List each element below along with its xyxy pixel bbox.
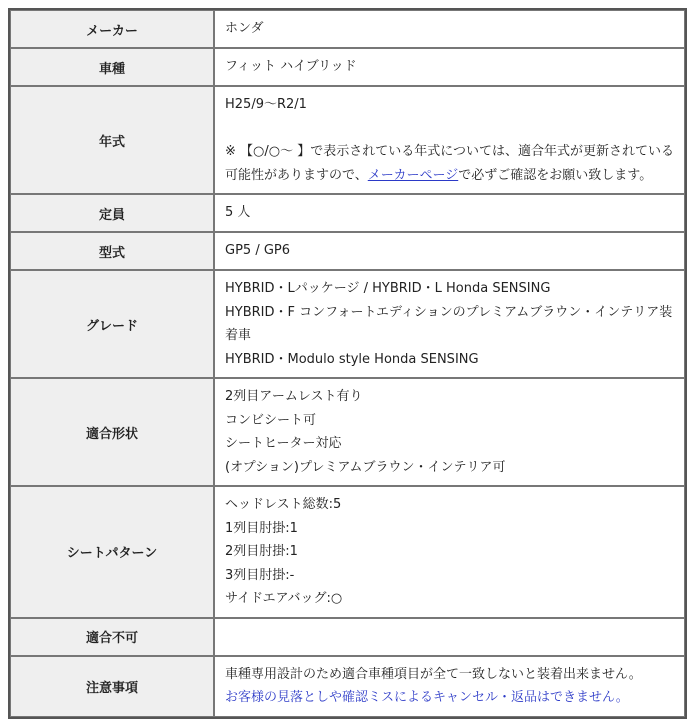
notes-cell bbox=[214, 656, 685, 717]
year-note-prefix: ※ 【○/○～ 】で表示されている年式については、適合年式が更新されている可能性がありますので、 bbox=[225, 144, 674, 183]
incompatible-label: 適合不可 bbox=[10, 618, 214, 656]
seat-pattern-line: 2列目肘掛:1 bbox=[225, 544, 298, 559]
capacity-value: 5 人 bbox=[214, 194, 685, 232]
notes-warning-line: お客様の見落としや確認ミスによるキャンセル・返品はできません。 bbox=[225, 690, 629, 705]
year-value: H25/9～R2/1 bbox=[225, 97, 307, 112]
shape-line: シートヒーター対応 bbox=[225, 436, 342, 451]
incompatible-value bbox=[214, 618, 685, 656]
shape-cell bbox=[214, 378, 685, 486]
year-cell bbox=[214, 86, 685, 194]
row-grade bbox=[10, 270, 685, 378]
grade-cell bbox=[214, 270, 685, 378]
year-note-suffix: で必ずご確認をお願い致します。 bbox=[458, 167, 653, 183]
seat-pattern-line: ヘッドレスト総数:5 bbox=[225, 497, 342, 512]
row-capacity bbox=[10, 194, 685, 232]
row-type bbox=[10, 232, 685, 270]
grade-line: HYBRID・F コンフォートエディションのプレミアムブラウン・インテリア装着車 bbox=[225, 304, 673, 343]
maker-value: ホンダ bbox=[214, 10, 685, 48]
shape-label: 適合形状 bbox=[10, 378, 214, 486]
seat-pattern-line: 3列目肘掛:- bbox=[225, 567, 295, 583]
shape-line: 2列目アームレスト有り bbox=[225, 389, 363, 404]
grade-label: グレード bbox=[10, 270, 214, 378]
seat-pattern-cell bbox=[214, 486, 685, 618]
model-value: フィット ハイブリッド bbox=[214, 48, 685, 86]
seat-pattern-line: サイドエアバッグ:○ bbox=[225, 591, 343, 606]
type-value: GP5 / GP6 bbox=[214, 232, 685, 270]
notes-line: 車種専用設計のため適合車種項目が全て一致しないと装着出来ません。 bbox=[225, 666, 642, 682]
shape-line: コンビシート可 bbox=[225, 412, 317, 428]
shape-line: (オプション)プレミアムブラウン・インテリア可 bbox=[225, 459, 506, 475]
model-label: 車種 bbox=[10, 48, 214, 86]
row-year bbox=[10, 86, 685, 194]
vehicle-spec-table bbox=[8, 8, 687, 719]
year-spacer bbox=[225, 117, 676, 141]
maker-label: メーカー bbox=[10, 10, 214, 48]
row-maker bbox=[10, 10, 685, 48]
row-seat-pattern bbox=[10, 486, 685, 618]
year-label: 年式 bbox=[10, 86, 214, 194]
row-notes bbox=[10, 656, 685, 717]
grade-line: HYBRID・Lパッケージ / HYBRID・L Honda SENSING bbox=[225, 281, 551, 296]
maker-page-link[interactable]: メーカーページ bbox=[367, 167, 459, 183]
grade-line: HYBRID・Modulo style Honda SENSING bbox=[225, 351, 479, 367]
type-label: 型式 bbox=[10, 232, 214, 270]
row-model bbox=[10, 48, 685, 86]
notes-label: 注意事項 bbox=[10, 656, 214, 717]
seat-pattern-label: シートパターン bbox=[10, 486, 214, 618]
row-incompatible bbox=[10, 618, 685, 656]
seat-pattern-line: 1列目肘掛:1 bbox=[225, 520, 298, 536]
capacity-label: 定員 bbox=[10, 194, 214, 232]
row-shape bbox=[10, 378, 685, 486]
